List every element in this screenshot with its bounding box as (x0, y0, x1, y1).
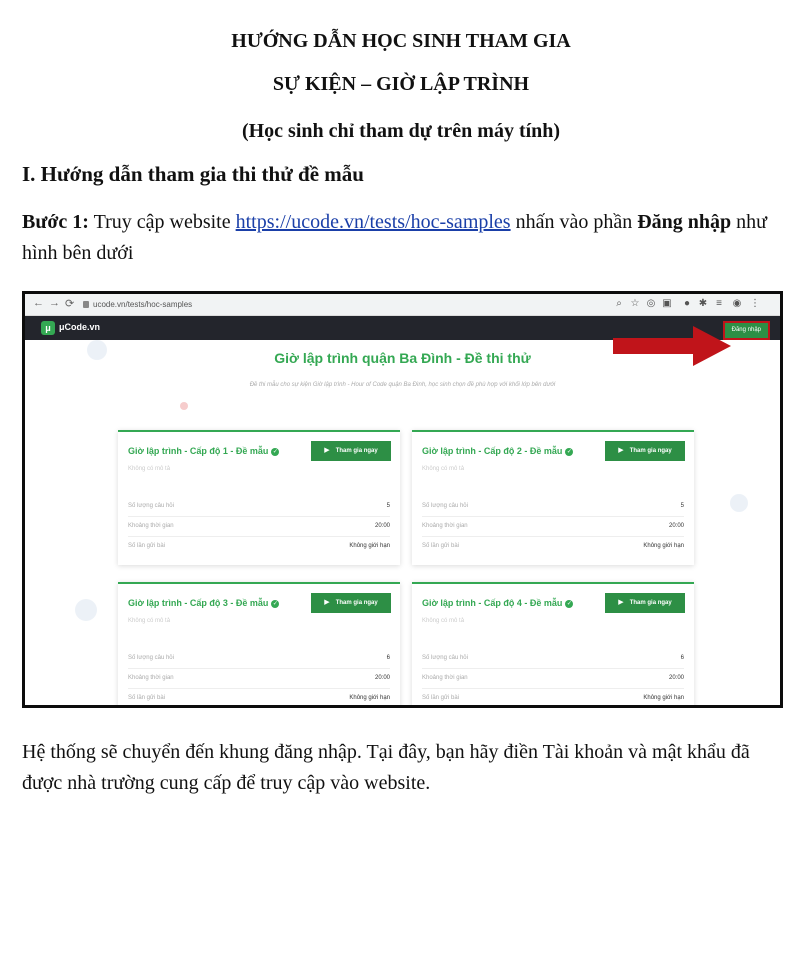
play-icon: ▶ (324, 447, 330, 454)
row-label: Số lượng câu hỏi (128, 503, 174, 509)
test-card (412, 430, 694, 565)
logo-icon: μ (41, 321, 55, 335)
row-value: 20:00 (668, 523, 684, 529)
card-description: Không có mô tả (128, 618, 171, 624)
card-description: Không có mô tả (128, 466, 171, 472)
card-row-attempts (128, 536, 390, 556)
section-heading: I. Hướng dẫn tham gia thi thử đề mẫu (22, 162, 364, 186)
card-description: Không có mô tả (422, 618, 465, 624)
join-button-label: Tham gia ngay (629, 600, 672, 606)
decor-circle (75, 599, 97, 621)
card-row-questions (128, 496, 390, 517)
back-icon[interactable]: ← (33, 297, 44, 309)
logo-text[interactable]: μCode.vn (59, 322, 101, 332)
row-value: Không giới hạn (349, 695, 390, 701)
step1-paragraph (22, 207, 782, 269)
content-title: Giờ lập trình quận Ba Đình - Đề thi thử (274, 350, 531, 366)
step1-bold-login: Đăng nhập (637, 211, 732, 233)
row-value: Không giới hạn (643, 543, 684, 549)
row-value: 20:00 (374, 523, 390, 529)
step1-text-c: như hình bên dưới (22, 211, 768, 264)
doc-title-line1: HƯỚNG DẪN HỌC SINH THAM GIA (231, 30, 571, 52)
join-button-label: Tham gia ngay (335, 600, 378, 606)
row-label: Số lần gửi bài (422, 695, 460, 701)
download-icon[interactable]: ▣ (662, 298, 672, 309)
join-button[interactable] (605, 441, 685, 461)
row-label: Khoảng thời gian (422, 675, 468, 681)
embedded-screenshot (22, 291, 783, 708)
check-icon: ✓ (272, 448, 278, 455)
row-value: 20:00 (668, 675, 684, 681)
card-row-time (128, 668, 390, 689)
lock-icon (83, 301, 89, 308)
puzzle-icon[interactable]: ✱ (698, 298, 708, 309)
card-title-text: Giờ lập trình - Cấp độ 1 - Đề mẫu (128, 446, 269, 456)
row-value: Không giới hạn (643, 695, 684, 701)
step1-text-a: Truy cập website (88, 211, 236, 233)
card-title-text: Giờ lập trình - Cấp độ 2 - Đề mẫu (422, 446, 563, 456)
profile-icon[interactable]: ◉ (732, 298, 742, 309)
row-value: 20:00 (374, 675, 390, 681)
row-label: Khoảng thời gian (128, 675, 174, 681)
row-value: 6 (386, 655, 390, 661)
step1-text-b: nhấn vào phần (510, 211, 638, 233)
row-value: 5 (680, 503, 684, 509)
card-description: Không có mô tả (422, 466, 465, 472)
join-button-label: Tham gia ngay (629, 448, 672, 454)
join-button-label: Tham gia ngay (335, 448, 378, 454)
card-title[interactable] (128, 446, 279, 456)
extension-icon[interactable]: ● (683, 298, 691, 309)
doc-title-line2: SỰ KIỆN – GIỜ LẬP TRÌNH (272, 73, 530, 95)
row-value: Không giới hạn (349, 543, 390, 549)
row-value: 6 (680, 655, 684, 661)
step1-label: Bước 1: (22, 211, 89, 233)
test-card (118, 582, 400, 708)
row-label: Số lượng câu hỏi (128, 655, 174, 661)
test-card (118, 430, 400, 565)
row-label: Số lần gửi bài (422, 543, 460, 549)
content-subtitle: Đề thi mẫu cho sự kiện Giờ lập trình - Hour of Code quận Ba Đình, học sinh chọn đề phù hợp với khối lớp bên dưới (249, 382, 556, 388)
join-button[interactable] (311, 441, 391, 461)
reload-icon[interactable]: ⟳ (65, 298, 75, 310)
row-label: Số lần gửi bài (128, 695, 166, 701)
row-label: Số lần gửi bài (128, 543, 166, 549)
shield-icon[interactable]: ◎ (646, 298, 656, 309)
card-row-time (128, 516, 390, 537)
join-button[interactable] (311, 593, 391, 613)
card-title[interactable] (422, 598, 573, 608)
play-icon: ▶ (618, 599, 624, 606)
doc-title-line3: (Học sinh chỉ tham dự trên máy tính) (241, 120, 561, 142)
card-row-attempts (422, 536, 684, 556)
row-value: 5 (386, 503, 390, 509)
card-row-attempts (422, 688, 684, 708)
step1-link[interactable]: https://ucode.vn/tests/hoc-samples (235, 211, 511, 233)
row-label: Số lượng câu hỏi (422, 503, 468, 509)
card-row-questions (422, 648, 684, 669)
play-icon: ▶ (618, 447, 624, 454)
card-row-attempts (128, 688, 390, 708)
playlist-icon[interactable]: ≡ (716, 298, 722, 309)
forward-icon[interactable]: → (49, 297, 60, 309)
card-row-questions (422, 496, 684, 517)
menu-icon[interactable]: ⋮ (750, 298, 760, 309)
address-bar[interactable] (83, 297, 613, 312)
browser-toolbar (25, 294, 780, 316)
check-icon: ✓ (272, 600, 278, 607)
card-row-time (422, 668, 684, 689)
star-icon[interactable]: ☆ (630, 298, 640, 309)
decor-circle (730, 494, 748, 512)
card-title-text: Giờ lập trình - Cấp độ 3 - Đề mẫu (128, 598, 269, 608)
join-button[interactable] (605, 593, 685, 613)
card-title[interactable] (422, 446, 573, 456)
card-row-questions (128, 648, 390, 669)
test-card (412, 582, 694, 708)
row-label: Khoảng thời gian (128, 523, 174, 529)
card-row-time (422, 516, 684, 537)
play-icon: ▶ (324, 599, 330, 606)
login-button[interactable]: Đăng nhập (723, 321, 770, 340)
search-icon[interactable]: ⌕ (616, 298, 622, 309)
check-icon: ✓ (566, 448, 572, 455)
decor-dot (180, 402, 188, 410)
card-title-text: Giờ lập trình - Cấp độ 4 - Đề mẫu (422, 598, 563, 608)
check-icon: ✓ (566, 600, 572, 607)
card-title[interactable] (128, 598, 279, 608)
instruction-paragraph: Hệ thống sẽ chuyển đến khung đăng nhập. Tại đây, bạn hãy điền Tài khoản và mật khẩu đã được nhà trường cung cấp để truy cập vào website. (22, 741, 750, 794)
row-label: Số lượng câu hỏi (422, 655, 468, 661)
address-text: ucode.vn/tests/hoc-samples (93, 300, 193, 309)
row-label: Khoảng thời gian (422, 523, 468, 529)
